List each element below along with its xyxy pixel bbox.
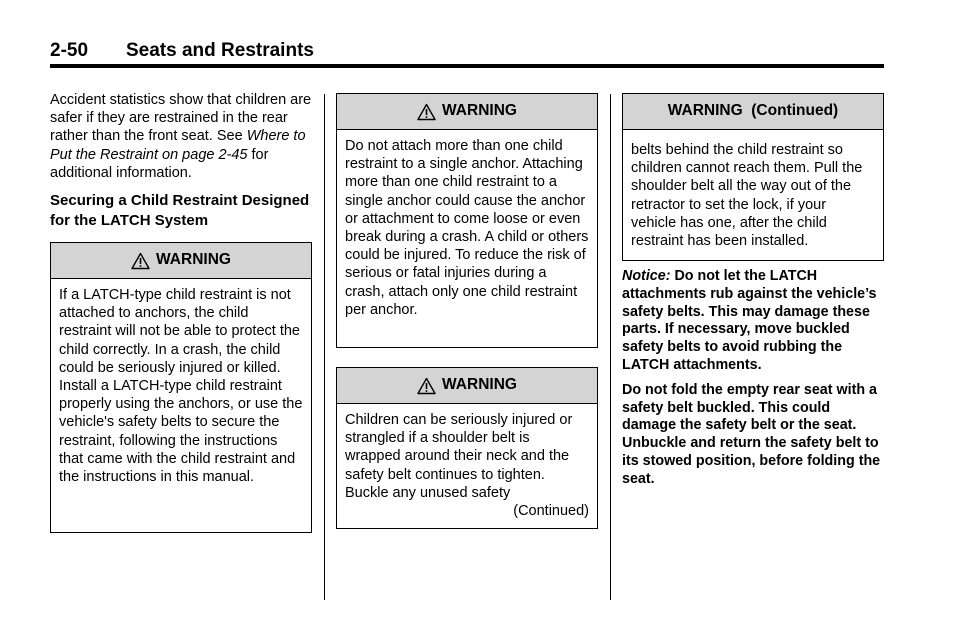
- column-divider: [610, 94, 611, 600]
- column-3: [622, 93, 884, 489]
- page-number: 2-50: [50, 40, 89, 61]
- column-divider: [324, 94, 325, 600]
- warning-title: WARNING: [442, 376, 517, 394]
- warning-text: If a LATCH-type child restraint is not attached to anchors, the child restraint will not be able to protect the child correctly. In a crash, the child could be seriously injured or killed. Install a LATCH-type child restraint properly using the anchors, or use the vehicle's safety belts to secure the restraint, following the instructions that came with the child restraint and the instructions in this manual.: [59, 287, 303, 486]
- warning-text: Do not attach more than one child restraint to a single anchor. Attaching more than one child restraint to a single anchor could cause the anchor or attachment to come loose or even break during a crash. A child or others could be injured. To reduce the risk of serious or fatal injuries during a crash, attach only one child restraint per anchor.: [345, 138, 589, 318]
- warning-header: [51, 243, 311, 279]
- continued-label: (Continued): [513, 503, 589, 520]
- warning-triangle-icon: [131, 252, 150, 270]
- warning-text: Children can be seriously injured or strangled if a shoulder belt is wrapped around their neck and the safety belt continues to tighten. Buckle any unused safety: [345, 412, 573, 501]
- warning-triangle-icon: [417, 103, 436, 121]
- warning-title: WARNING: [156, 251, 231, 269]
- warning-body: [337, 404, 597, 527]
- notice-text: Do not let the LATCH attachments rub against the vehicle’s safety belts. This may damage these parts. If necessary, move buckled safety belts to avoid rubbing the LATCH attachments.: [622, 268, 877, 373]
- column-2: [336, 93, 598, 529]
- warning-header: [623, 94, 883, 130]
- warning-header: [337, 94, 597, 130]
- warning-triangle-icon: [417, 377, 436, 395]
- warning-body: [623, 130, 883, 257]
- column-1: [50, 91, 312, 533]
- fold-paragraph: Do not fold the empty rear seat with a safety belt buckled. This could damage the safety belt or the seat. Unbuckle and return the safety belt to its stowed position, before folding the seat.: [622, 381, 881, 487]
- subheading: Securing a Child Restraint Designed for the LATCH System: [50, 192, 310, 229]
- warning-box: [50, 242, 312, 533]
- section-title: Seats and Restraints: [126, 40, 314, 61]
- cross-reference-link[interactable]: Where to Put the Restraint on page 2-45: [50, 128, 306, 163]
- intro-paragraph: Accident statistics show that children are safer if they are restrained in the rear rather than the front seat. See Where to Put the Restraint on page 2-45 for additional information.: [50, 92, 312, 181]
- warning-box: [336, 93, 598, 348]
- warning-title: WARNING (Continued): [667, 102, 839, 120]
- warning-text: belts behind the child restraint so children cannot reach them. Pull the shoulder belt all the way out of the retractor to set the lock, if your vehicle has one, after the child restraint has been installed.: [631, 142, 863, 250]
- warning-title: WARNING: [442, 102, 517, 120]
- notice-label: Notice:: [622, 268, 671, 284]
- page-header: [50, 38, 884, 68]
- warning-body: [51, 279, 311, 493]
- warning-box: [622, 93, 884, 261]
- warning-box: [336, 367, 598, 529]
- notice-paragraph: [622, 268, 884, 375]
- warning-body: [337, 130, 597, 326]
- warning-header: [337, 368, 597, 404]
